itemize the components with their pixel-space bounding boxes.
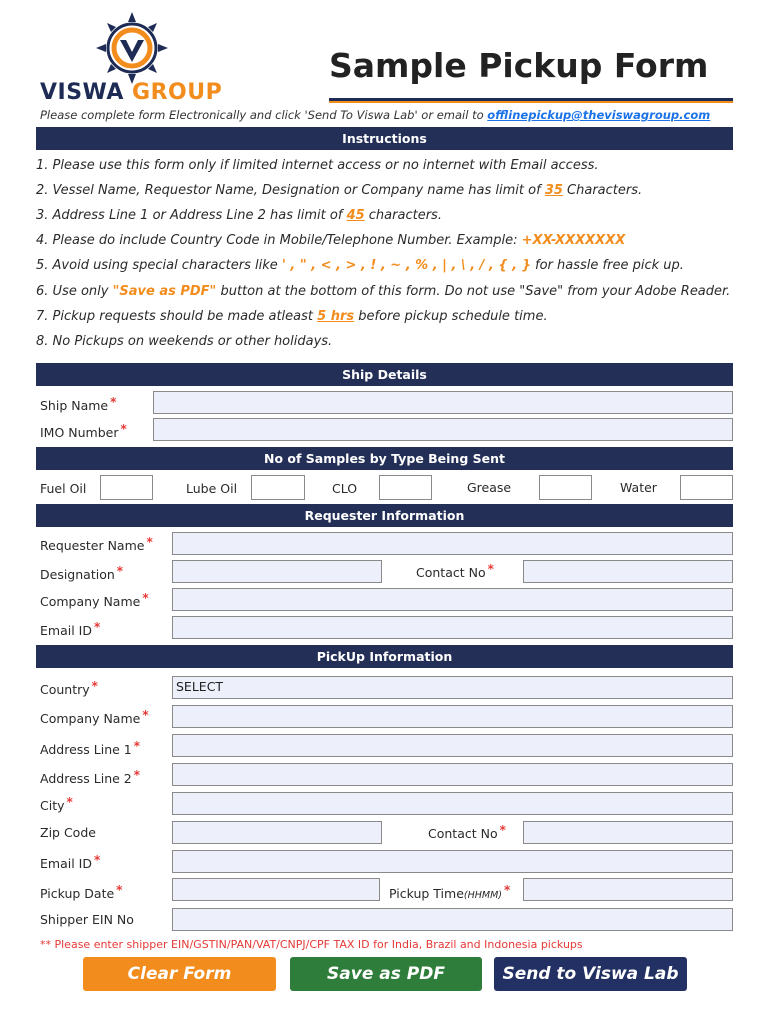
ship-name-label-text: Ship Name — [40, 398, 109, 413]
requester-contact-label — [416, 562, 494, 580]
pickup-time-input[interactable] — [523, 878, 733, 901]
clo-label: CLO — [332, 481, 358, 496]
required-mark: * — [120, 422, 127, 436]
instruction-3-text: 3. Address Line 1 or Address Line 2 has limit of — [36, 208, 347, 223]
instruction-5-chars: ' , " , < , > , ! , ~ , % , | , \ , / , { , } — [281, 258, 531, 273]
requester-name-label-text: Requester Name — [40, 538, 145, 553]
subtitle — [40, 108, 710, 122]
requester-email-label — [40, 620, 100, 638]
section-pickup: PickUp Information — [36, 645, 733, 668]
required-mark: * — [66, 795, 73, 809]
instruction-6-text: 6. Use only — [36, 284, 113, 299]
required-mark: * — [116, 883, 123, 897]
section-samples: No of Samples by Type Being Sent — [36, 447, 733, 470]
address-line1-label — [40, 739, 140, 757]
required-mark: * — [116, 564, 124, 578]
instruction-1: 1. Please use this form only if limited internet access or no internet with Email access. — [36, 158, 599, 173]
country-label-text: Country — [40, 682, 90, 697]
pickup-date-label-text: Pickup Date — [40, 886, 115, 901]
required-mark: * — [91, 679, 98, 693]
requester-contact-input[interactable] — [523, 560, 733, 583]
instruction-5-end: for hassle free pick up. — [530, 258, 684, 273]
grease-label: Grease — [467, 480, 512, 495]
instruction-2 — [36, 183, 642, 198]
subtitle-text: Please complete form Electronically and click 'Send To Viswa Lab' or email to — [40, 108, 488, 122]
imo-number-label-text: IMO Number — [40, 425, 119, 440]
instruction-2-end: Characters. — [562, 183, 643, 198]
city-input[interactable] — [172, 792, 733, 815]
address-line2-label-text: Address Line 2 — [40, 771, 132, 786]
instruction-8: 8. No Pickups on weekends or other holidays. — [36, 334, 333, 349]
pickup-email-input[interactable] — [172, 850, 733, 873]
required-mark: * — [146, 535, 153, 549]
instruction-5 — [36, 258, 684, 273]
pickup-company-label-text: Company Name — [40, 711, 141, 726]
required-mark: * — [110, 395, 117, 409]
title-underline-accent — [329, 101, 733, 103]
water-label: Water — [620, 480, 657, 495]
address-line2-input[interactable] — [172, 763, 733, 786]
ship-name-label — [40, 395, 116, 413]
required-mark: * — [142, 591, 149, 605]
instruction-7-text: 7. Pickup requests should be made atleast — [36, 309, 318, 324]
requester-company-input[interactable] — [172, 588, 733, 611]
address-line1-input[interactable] — [172, 734, 733, 757]
brand-name-part2: GROUP — [132, 80, 223, 105]
imo-number-input[interactable] — [153, 418, 733, 441]
zip-code-input[interactable] — [172, 821, 382, 844]
instruction-6 — [36, 284, 730, 299]
requester-company-label — [40, 591, 149, 609]
required-mark: * — [133, 768, 141, 782]
grease-count-input[interactable] — [539, 475, 592, 500]
instruction-7-hours: 5 hrs — [317, 309, 355, 324]
lube-oil-label: Lube Oil — [186, 481, 238, 496]
instruction-2-text: 2. Vessel Name, Requestor Name, Designation or Company name has limit of — [36, 183, 545, 198]
pickup-email-label-text: Email ID — [40, 856, 92, 871]
shipper-ein-input[interactable] — [172, 908, 733, 931]
address-line2-label — [40, 768, 140, 786]
instruction-6-button: "Save as PDF" — [112, 284, 217, 299]
instruction-4-example: +XX-XXXXXXX — [521, 233, 626, 248]
city-label — [40, 795, 73, 813]
instruction-5-text: 5. Avoid using special characters like — [36, 258, 282, 273]
pickup-time-label-text: Pickup Time — [389, 886, 464, 901]
required-mark: * — [93, 620, 101, 634]
required-mark: * — [499, 823, 506, 837]
pickup-contact-label — [428, 823, 506, 841]
pickup-company-input[interactable] — [172, 705, 733, 728]
pickup-contact-label-text: Contact No — [428, 826, 498, 841]
required-mark: * — [487, 562, 494, 576]
zip-code-label: Zip Code — [40, 825, 96, 840]
clear-form-button[interactable]: Clear Form — [83, 957, 276, 991]
required-mark: * — [93, 853, 101, 867]
fuel-oil-label: Fuel Oil — [40, 481, 87, 496]
address-line1-label-text: Address Line 1 — [40, 742, 132, 757]
country-label — [40, 679, 98, 697]
instruction-3-limit: 45 — [346, 208, 365, 223]
requester-email-input[interactable] — [172, 616, 733, 639]
page-title: Sample Pickup Form — [329, 46, 709, 85]
designation-label — [40, 564, 123, 582]
city-label-text: City — [40, 798, 65, 813]
instruction-7 — [36, 309, 548, 324]
section-instructions: Instructions — [36, 127, 733, 150]
required-mark: * — [142, 708, 149, 722]
section-requester: Requester Information — [36, 504, 733, 527]
save-as-pdf-button[interactable]: Save as PDF — [290, 957, 482, 991]
pickup-email-label — [40, 853, 100, 871]
requester-name-label — [40, 535, 153, 553]
pickup-company-label — [40, 708, 149, 726]
instruction-3 — [36, 208, 442, 223]
requester-company-label-text: Company Name — [40, 594, 141, 609]
designation-input[interactable] — [172, 560, 382, 583]
instruction-2-limit: 35 — [544, 183, 563, 198]
water-count-input[interactable] — [680, 475, 733, 500]
viswa-logo-icon — [96, 12, 168, 84]
required-mark: * — [503, 883, 511, 897]
instruction-4-text: 4. Please do include Country Code in Mobile/Telephone Number. Example: — [36, 233, 522, 248]
pickup-time-label — [389, 883, 510, 901]
pickup-date-label — [40, 883, 122, 901]
fuel-oil-count-input[interactable] — [100, 475, 153, 500]
send-to-viswa-lab-button[interactable]: Send to Viswa Lab — [494, 957, 687, 991]
instruction-4 — [36, 233, 625, 248]
imo-number-label — [40, 422, 127, 440]
designation-label-text: Designation — [40, 567, 115, 582]
requester-contact-label-text: Contact No — [416, 565, 486, 580]
brand-name — [40, 80, 222, 105]
pickup-time-hint: (HHMM) — [463, 890, 502, 901]
requester-email-label-text: Email ID — [40, 623, 92, 638]
instruction-3-end: characters. — [364, 208, 442, 223]
brand-name-part1: VISWA — [40, 80, 124, 105]
instruction-7-end: before pickup schedule time. — [354, 309, 548, 324]
pickup-date-input[interactable] — [172, 878, 380, 901]
shipper-ein-label: Shipper EIN No — [40, 912, 134, 927]
section-ship-details: Ship Details — [36, 363, 733, 386]
offline-pickup-email-link[interactable]: offlinepickup@theviswagroup.com — [487, 108, 711, 122]
country-select[interactable]: SELECT — [172, 676, 733, 699]
instruction-6-end: button at the bottom of this form. Do not use "Save" from your Adobe Reader. — [216, 284, 731, 299]
lube-oil-count-input[interactable] — [251, 475, 305, 500]
required-mark: * — [133, 739, 141, 753]
ein-footnote: ** Please enter shipper EIN/GSTIN/PAN/VAT/CNPJ/CPF TAX ID for India, Brazil and Indonesia pickups — [40, 938, 583, 951]
pickup-contact-input[interactable] — [523, 821, 733, 844]
ship-name-input[interactable] — [153, 391, 733, 414]
clo-count-input[interactable] — [379, 475, 432, 500]
requester-name-input[interactable] — [172, 532, 733, 555]
